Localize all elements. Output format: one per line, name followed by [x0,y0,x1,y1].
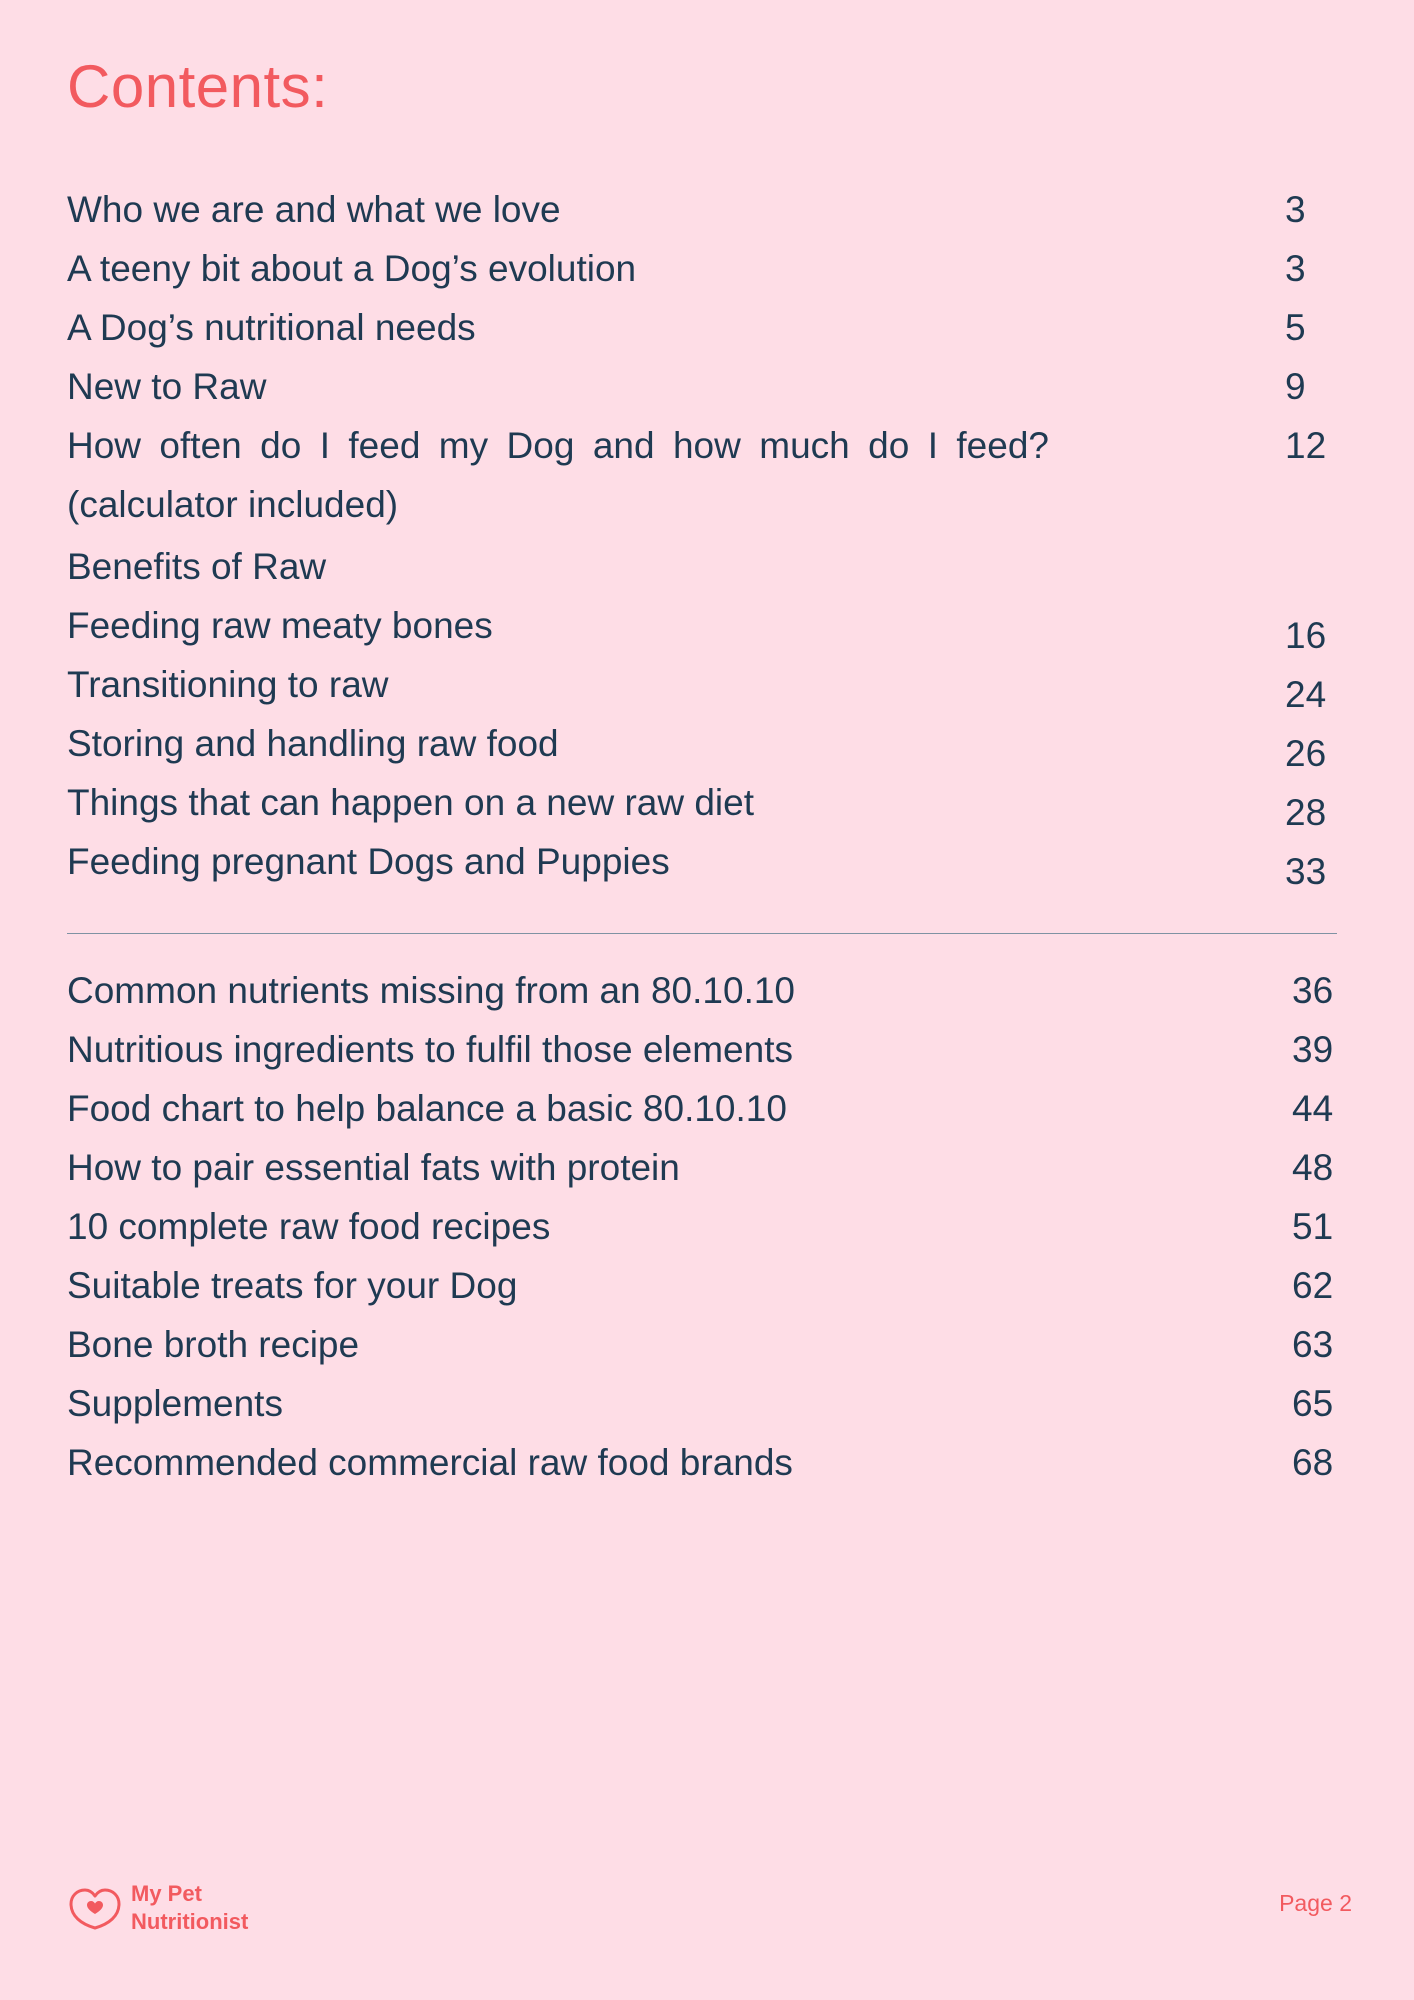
page-number: Page 2 [1279,1890,1352,1916]
toc-entry-title: Supplements [67,1383,283,1424]
toc-entry-page: 16 [1285,615,1327,656]
toc-entry-page: 36 [1292,970,1334,1011]
toc-entry-page: 48 [1292,1147,1334,1188]
toc-entry-title: A teeny bit about a Dog’s evolution [67,248,637,289]
toc-entry-page: 65 [1292,1383,1334,1424]
brand-logo [67,1880,287,1936]
toc-entry-title: Storing and handling raw food [67,723,559,764]
toc-entry-title: Suitable treats for your Dog [67,1265,518,1306]
toc-entry-page: 39 [1292,1029,1334,1070]
toc-entry-page: 33 [1285,851,1327,892]
brand-name [131,1880,248,1936]
toc-entry-title: How often do I feed my Dog and how much do I feed? (calculator included) [67,425,1049,525]
brand-name-line2: Nutritionist [131,1909,249,1934]
toc-entry-title: A Dog’s nutritional needs [67,307,476,348]
toc-entry-title: Feeding raw meaty bones [67,605,493,646]
toc-entry-title: Bone broth recipe [67,1324,360,1365]
toc-entry-title: Transitioning to raw [67,664,389,705]
toc-entry-page: 3 [1285,248,1306,289]
toc-entry-title: Benefits of Raw [67,546,327,587]
section-divider [67,933,1337,934]
toc-entry-title: Feeding pregnant Dogs and Puppies [67,841,670,882]
toc-entry-page: 51 [1292,1206,1334,1247]
toc-entry-title: 10 complete raw food recipes [67,1206,551,1247]
toc-entry-title: Things that can happen on a new raw diet [67,782,755,823]
toc-entry-page: 9 [1285,366,1306,407]
toc-entry-title: How to pair essential fats with protein [67,1147,680,1188]
toc-entry-title: Common nutrients missing from an 80.10.10 [67,970,796,1011]
toc-entry-page: 12 [1285,425,1327,466]
toc-entry-page: 44 [1292,1088,1334,1129]
toc-entry-title: Food chart to help balance a basic 80.10.10 [67,1088,787,1129]
toc-entry-page: 26 [1285,733,1327,774]
heart-hands-icon [67,1884,123,1936]
toc-entry-page: 68 [1292,1442,1334,1483]
toc-entry-page: 3 [1285,189,1306,230]
toc-entry-title: Who we are and what we love [67,189,561,230]
toc-entry-title: New to Raw [67,366,267,407]
page-title: Contents: [67,53,329,120]
toc-entry-page: 62 [1292,1265,1334,1306]
brand-name-line1: My Pet [131,1881,202,1906]
toc-entry-page: 63 [1292,1324,1334,1365]
toc-entry-title: Recommended commercial raw food brands [67,1442,793,1483]
toc-entry-title: Nutritious ingredients to fulfil those elements [67,1029,793,1070]
toc-entry-page: 24 [1285,674,1327,715]
toc-entry-page: 28 [1285,792,1327,833]
toc-entry-page: 5 [1285,307,1306,348]
